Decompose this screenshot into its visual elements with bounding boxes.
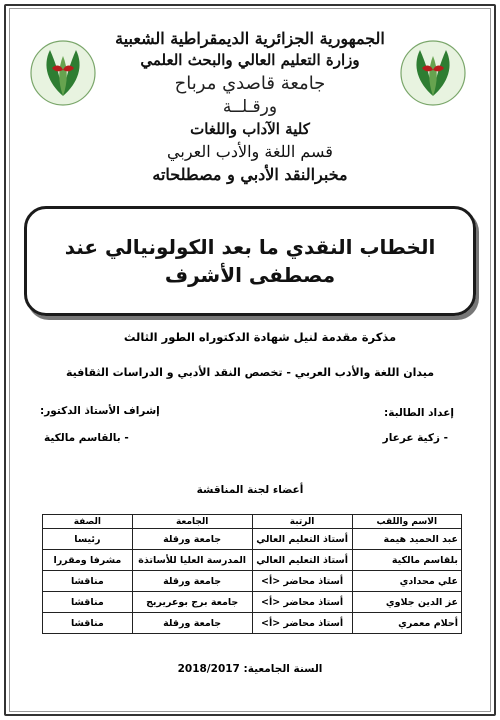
degree-subtitle: مذكرة مقدمة لنيل شهادة الدكتوراه الطور الثالث	[123, 330, 397, 344]
member-role: مناقشا	[43, 592, 133, 613]
table-row	[43, 592, 462, 613]
city-name: ورقـلــة	[222, 97, 278, 117]
academic-year: السنة الجامعية: 2018/2017	[177, 663, 323, 675]
institution-header	[90, 28, 410, 186]
member-rank: أستاذ التعليم العالي	[252, 550, 352, 571]
member-name: أحلام معمري	[352, 613, 461, 634]
member-role: مناقشا	[43, 571, 133, 592]
member-name: علي محدادي	[352, 571, 461, 592]
column-header: الصفة	[43, 515, 133, 529]
thesis-title-box	[24, 206, 476, 316]
thesis-title: الخطاب النقدي ما بعد الكولونيالي عند مصطفى الأشرف	[64, 235, 436, 287]
lab-name: مخبرالنقد الأدبي و مصطلحاته	[152, 165, 348, 184]
member-rank: أستاذ محاضر <أ>	[252, 592, 352, 613]
field-subtitle: ميدان اللغة والأدب العربي - تخصص النقد الأدبي و الدراسات الثقافية	[65, 366, 435, 379]
member-university: المدرسة العليا للأساتذة	[132, 550, 252, 571]
table-row	[43, 571, 462, 592]
column-header: الجامعة	[132, 515, 252, 529]
member-rank: أستاذ التعليم العالي	[252, 529, 352, 550]
member-name: بلقاسم مالكية	[352, 550, 461, 571]
student-name: - زكية عرعار	[382, 432, 448, 444]
table-header-row	[43, 515, 462, 529]
university-emblem-icon	[28, 38, 98, 108]
republic-name: الجمهورية الجزائرية الديمقراطية الشعبية	[115, 29, 385, 48]
table-row	[43, 529, 462, 550]
supervisor-name: - بالقاسم مالكية	[44, 432, 129, 444]
column-header: الرتبة	[252, 515, 352, 529]
committee-table	[42, 514, 462, 634]
table-row	[43, 613, 462, 634]
member-university: جامعة ورقلة	[132, 529, 252, 550]
column-header: الاسم واللقب	[352, 515, 461, 529]
university-name: جامعة قاصدي مرباح	[174, 73, 326, 94]
member-university: جامعة ورقلة	[132, 613, 252, 634]
member-role: رئيسا	[43, 529, 133, 550]
table-row	[43, 550, 462, 571]
member-rank: أستاذ محاضر <أ>	[252, 613, 352, 634]
department-name: قسم اللغة والأدب العربي	[167, 142, 333, 161]
member-rank: أستاذ محاضر <أ>	[252, 571, 352, 592]
committee-title: أعضاء لجنة المناقشة	[196, 484, 304, 496]
member-university: جامعة برج بوعريريج	[132, 592, 252, 613]
prepared-by-label: إعداد الطالبة:	[384, 407, 454, 419]
member-university: جامعة ورقلة	[132, 571, 252, 592]
faculty-name: كلية الآداب واللغات	[190, 120, 310, 138]
member-role: مناقشا	[43, 613, 133, 634]
member-name: عز الدين جلاوي	[352, 592, 461, 613]
member-name: عبد الحميد هيمة	[352, 529, 461, 550]
ministry-name: وزارة التعليم العالي والبحث العلمي	[140, 51, 360, 69]
supervisor-label: إشراف الأستاذ الدكتور:	[40, 405, 160, 417]
member-role: مشرفا ومقررا	[43, 550, 133, 571]
